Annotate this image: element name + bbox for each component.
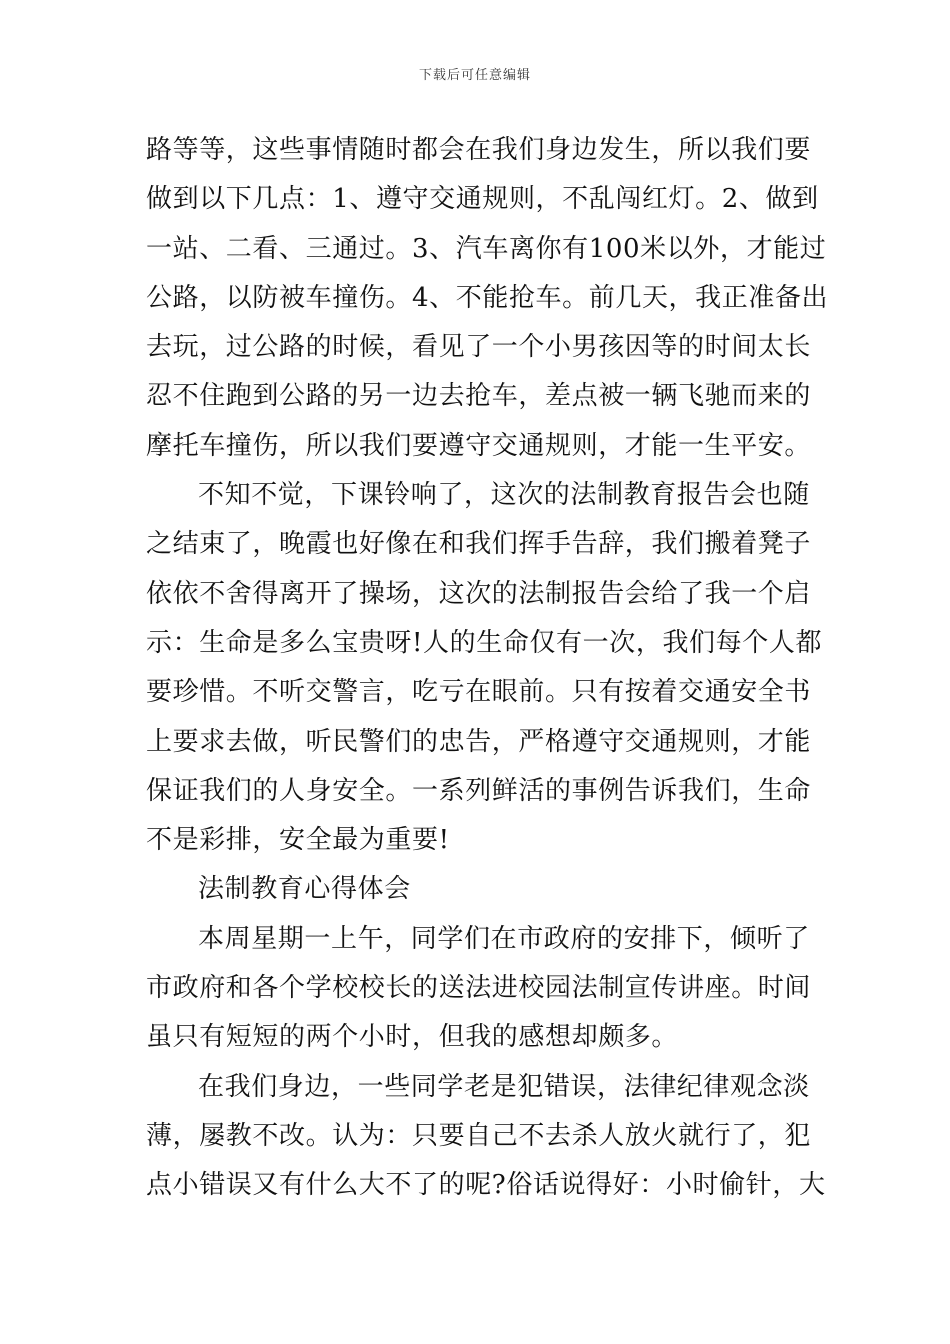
text-line: 去玩，过公路的时候，看见了一个小男孩因等的时间太长	[146, 332, 812, 363]
text-line: 一站、二看、三通过。3、汽车离你有100米以外，才能过	[146, 233, 827, 264]
text-line: 公路，以防被车撞伤。4、不能抢车。前几天，我正准备出	[146, 282, 829, 313]
text-line: 做到以下几点：1、遵守交通规则，不乱闯红灯。2、做到	[146, 184, 819, 215]
text-line: 摩托车撞伤，所以我们要遵守交通规则，才能一生平安。	[146, 430, 812, 461]
text-line: 市政府和各个学校校长的送法进校园法制宣传讲座。时间	[146, 973, 812, 1004]
text-line: 要珍惜。不听交警言，吃亏在眼前。只有按着交通安全书	[146, 677, 812, 708]
text-line: 虽只有短短的两个小时，但我的感想却颇多。	[146, 1022, 679, 1053]
page-header: 下载后可任意编辑	[418, 68, 531, 83]
paragraph-first-line: 本周星期一上午，同学们在市政府的安排下，倾听了	[198, 923, 810, 954]
paragraph-first-line: 在我们身边，一些同学老是犯错误，法律纪律观念淡	[198, 1071, 810, 1102]
text-line: 不是彩排，安全最为重要!	[146, 825, 450, 856]
text-line: 之结束了，晚霞也好像在和我们挥手告辞，我们搬着凳子	[146, 529, 812, 560]
text-line: 保证我们的人身安全。一系列鲜活的事例告诉我们，生命	[146, 775, 812, 806]
section-title: 法制教育心得体会	[198, 874, 411, 905]
text-line: 示：生命是多么宝贵呀!人的生命仅有一次，我们每个人都	[146, 627, 823, 658]
text-line: 上要求去做，听民警们的忠告，严格遵守交通规则，才能	[146, 726, 812, 757]
document-body	[146, 126, 829, 1211]
text-line: 依依不舍得离开了操场，这次的法制报告会给了我一个启	[146, 578, 812, 609]
text-line: 忍不住跑到公路的另一边去抢车，差点被一辆飞驰而来的	[146, 381, 812, 412]
text-line: 薄，屡教不改。认为：只要自己不去杀人放火就行了，犯	[146, 1120, 812, 1151]
text-line: 路等等，这些事情随时都会在我们身边发生，所以我们要	[146, 135, 812, 165]
text-line: 点小错误又有什么大不了的呢?俗话说得好：小时偷针，大	[146, 1170, 826, 1201]
paragraph-first-line: 不知不觉，下课铃响了，这次的法制教育报告会也随	[198, 480, 810, 511]
